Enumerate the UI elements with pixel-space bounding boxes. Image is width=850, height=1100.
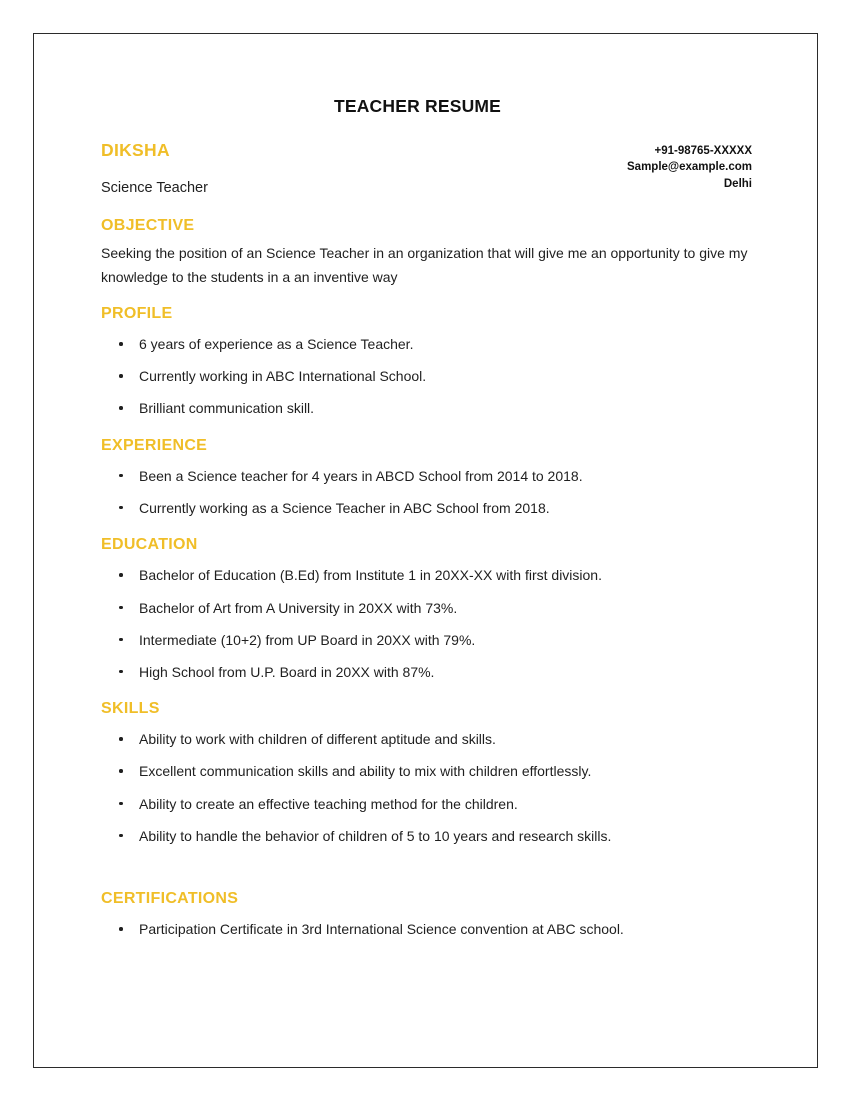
list-item: Bachelor of Art from A University in 20XX with 73%.	[101, 599, 752, 617]
list-item: Participation Certificate in 3rd International Science convention at ABC school.	[101, 920, 752, 938]
list-item: Intermediate (10+2) from UP Board in 20XX with 79%.	[101, 631, 752, 649]
contact-phone: +91-98765-XXXXX	[654, 145, 752, 157]
list-item: Currently working in ABC International School.	[101, 367, 752, 385]
section-heading-experience: EXPERIENCE	[101, 436, 208, 454]
resume-content	[101, 96, 752, 938]
page-title: TEACHER RESUME	[333, 96, 502, 116]
section-education	[101, 535, 752, 681]
section-heading-objective: OBJECTIVE	[101, 216, 195, 234]
contact-location: Delhi	[723, 177, 752, 190]
list-item: Brilliant communication skill.	[101, 399, 752, 417]
section-heading-profile: PROFILE	[101, 304, 173, 322]
section-skills	[101, 699, 752, 845]
candidate-name: DIKSHA	[101, 140, 170, 160]
list-item: Been a Science teacher for 4 years in ABCD School from 2014 to 2018.	[101, 467, 752, 485]
education-list	[101, 566, 752, 681]
resume-header	[101, 139, 752, 198]
candidate-role: Science Teacher	[101, 180, 208, 197]
section-certifications	[101, 889, 752, 938]
list-item: Excellent communication skills and ability to mix with children effortlessly.	[101, 762, 752, 780]
list-item: Ability to create an effective teaching method for the children.	[101, 795, 752, 813]
list-item: High School from U.P. Board in 20XX with 87%.	[101, 663, 752, 681]
list-item: Ability to work with children of different aptitude and skills.	[101, 730, 752, 748]
contact-block	[627, 139, 752, 192]
section-objective	[101, 216, 752, 290]
section-heading-certifications: CERTIFICATIONS	[101, 890, 239, 908]
contact-email: Sample@example.com	[627, 161, 752, 174]
section-profile	[101, 304, 752, 418]
section-heading-skills: SKILLS	[101, 700, 160, 718]
section-heading-education: EDUCATION	[101, 536, 198, 554]
experience-list	[101, 467, 752, 517]
list-item: Ability to handle the behavior of children of 5 to 10 years and research skills.	[101, 827, 752, 845]
certifications-list	[101, 920, 752, 938]
list-item: Bachelor of Education (B.Ed) from Institute 1 in 20XX-XX with first division.	[101, 566, 752, 584]
resume-page-border	[33, 33, 818, 1068]
section-experience	[101, 436, 752, 518]
profile-list	[101, 335, 752, 418]
skills-list	[101, 730, 752, 845]
list-item: 6 years of experience as a Science Teacher.	[101, 335, 752, 353]
list-item: Currently working as a Science Teacher in ABC School from 2018.	[101, 499, 752, 517]
objective-text: Seeking the position of an Science Teacher in an organization that will give me an opportunity to give my knowledge to the students in a an inventive way	[101, 244, 748, 286]
candidate-identity	[101, 139, 208, 198]
